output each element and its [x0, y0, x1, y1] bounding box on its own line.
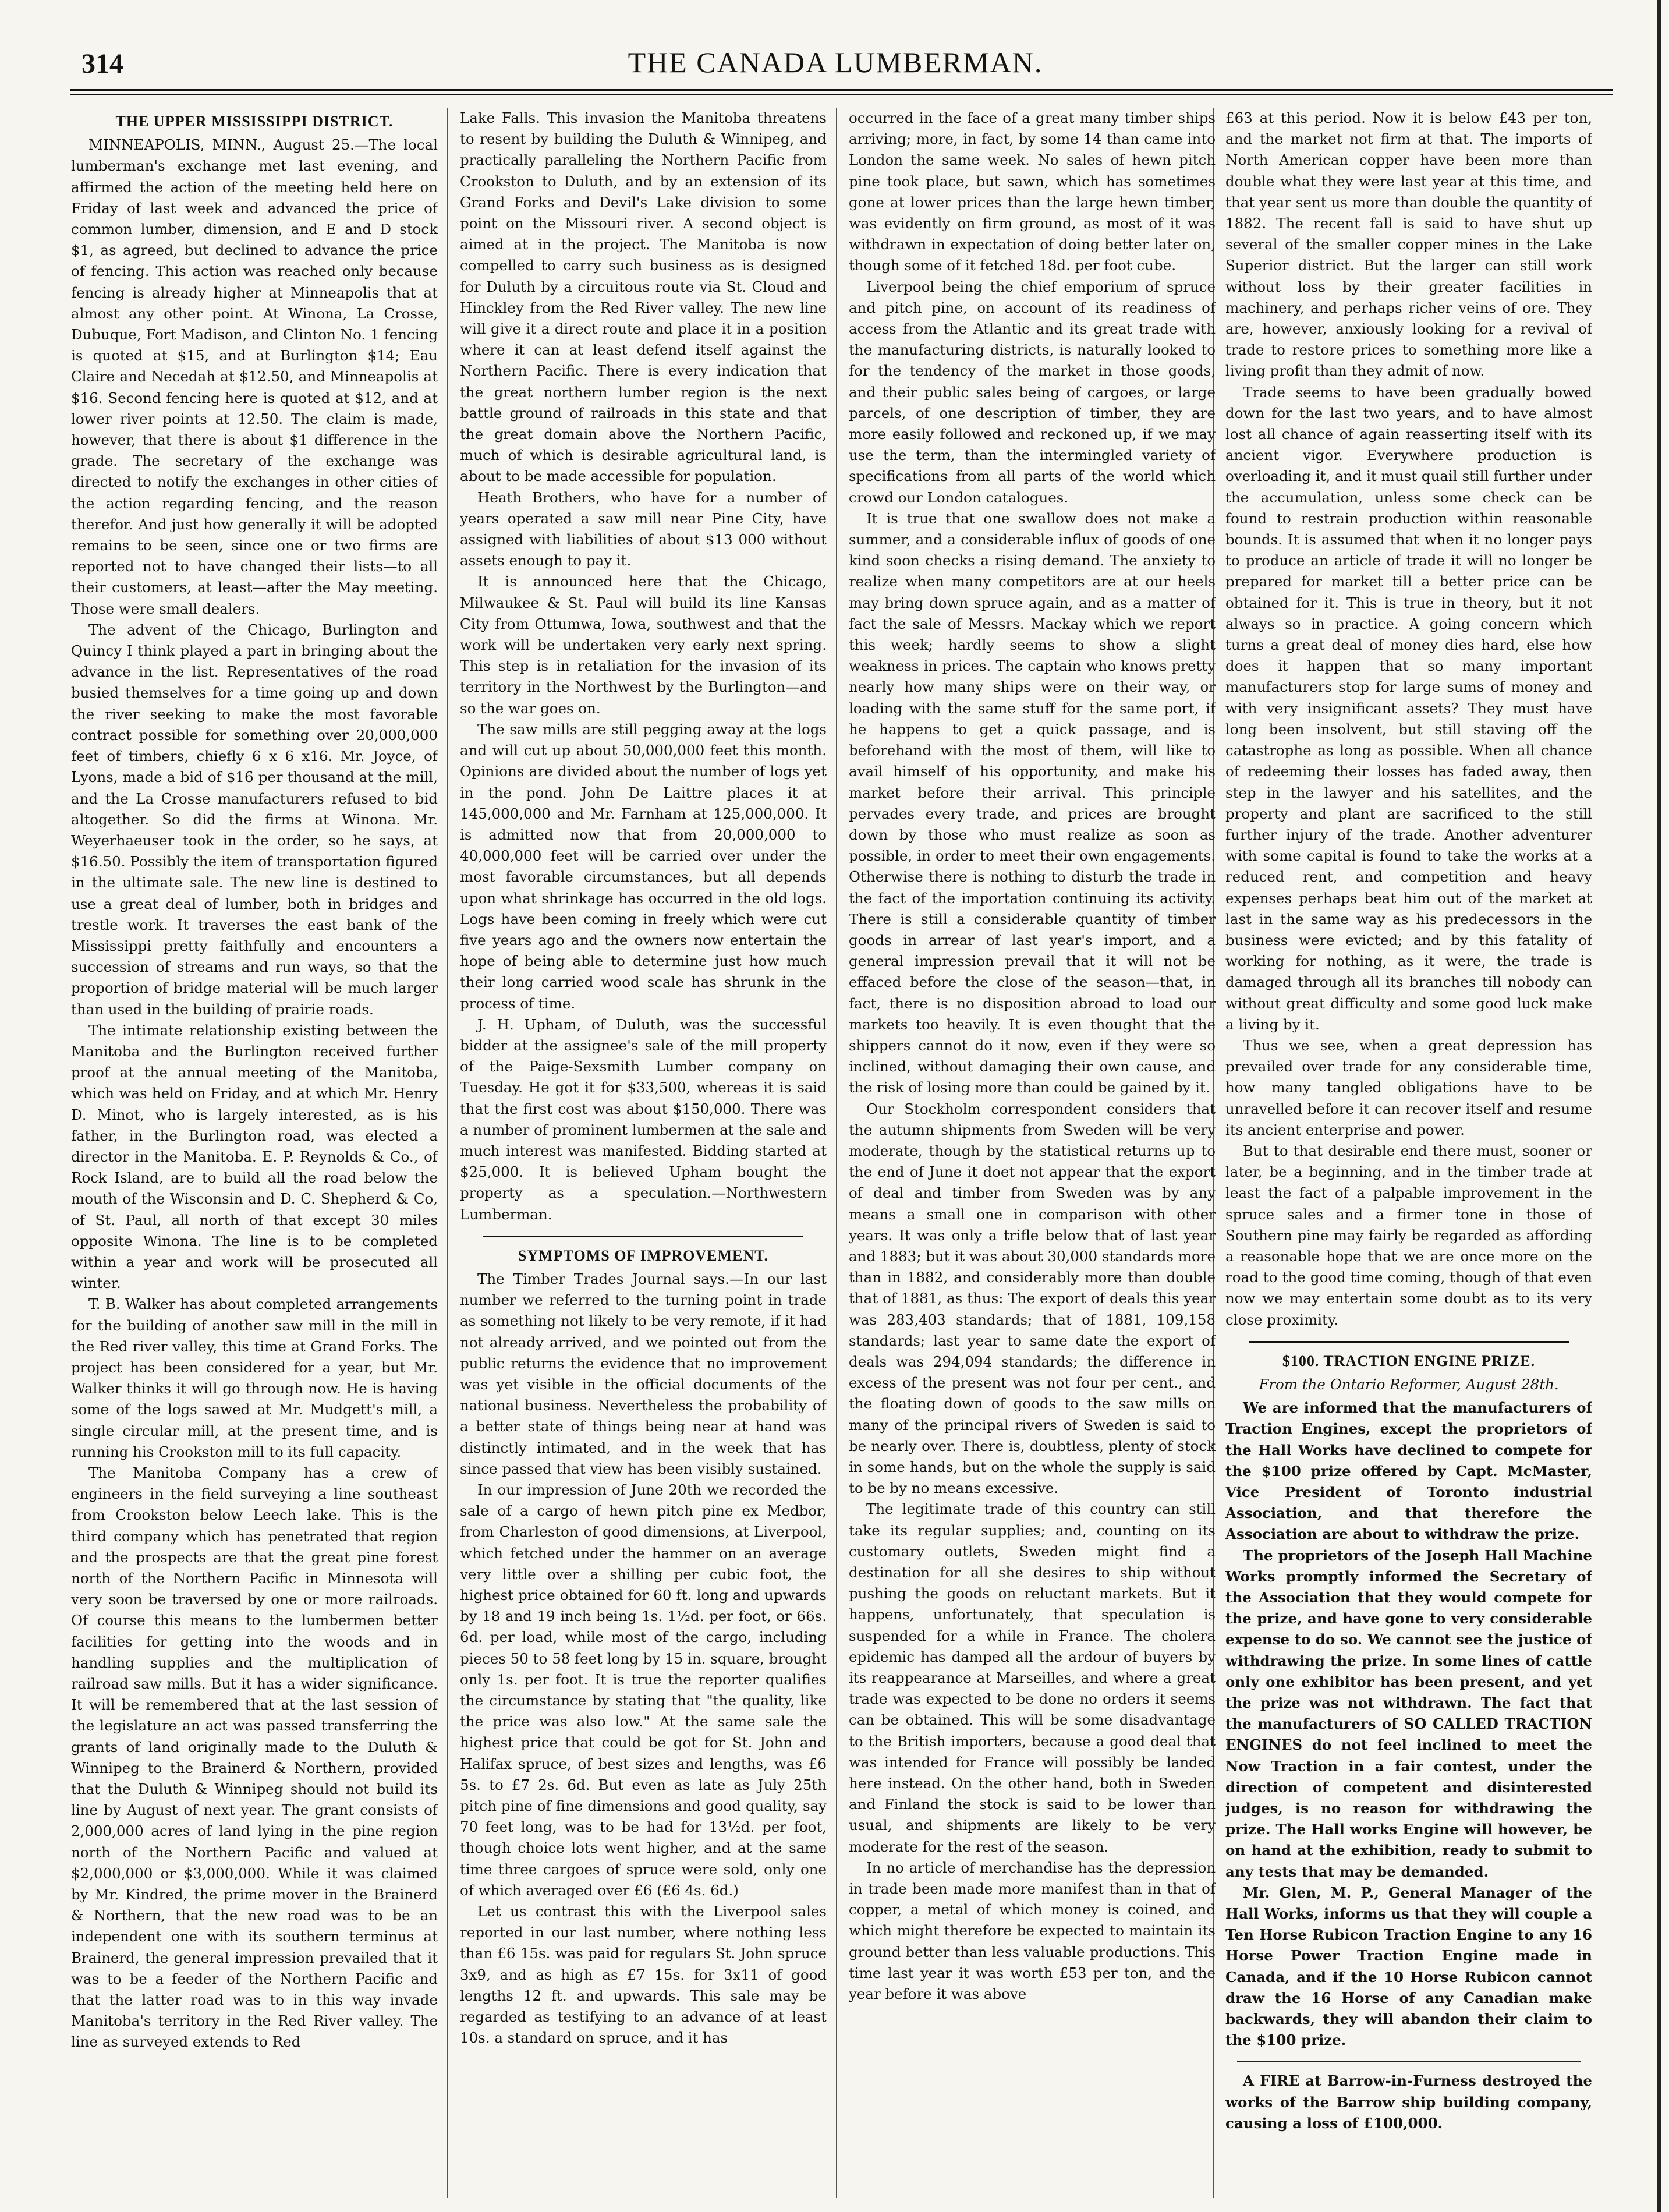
- article-paragraph: A FIRE at Barrow-in-Furness destroyed the works of the Barrow ship building company, causing a loss of £100,000.: [1225, 2072, 1592, 2132]
- article-paragraph: Trade seems to have been gradually bowed down for the last two years, and to have almost lost all chance of again reasserting itself with its ancient vigor. Everywhere production is overloading it, and it must quail still further under the accumulation, unless some check can be found to restrain production within reasonable bounds. It is assumed that when it no longer pays to produce an article of trade it will no longer be prepared for market till a better price can be obtained for it. This is true in theory, but it not always so in practice. A going concern which turns a great deal of money dies hard, else how does it happen that so many important manufacturers stop for large sums of money and with very insignificant assets? They must have long been insolvent, but still staving off the catastrophe as long as possible. When all chance of redeeming their losses has faded away, then step in the lawyer and his satellites, and the property and plant are sacrificed to the still further injury of the trade. Another adventurer with some capital is found to take the works at a reduced rent, and competition and heavy expenses perhaps beat him out of the market at last in the same way as his predecessors in the business were evicted; and by this fatality of working for nothing, as it were, the trade is damaged through all its branches till nobody can without great difficulty and some good luck make a living by it.: [1225, 383, 1592, 1033]
- article-paragraph: Liverpool being the chief emporium of spruce and pitch pine, on account of its readiness of access from the Atlantic and its great trade with the manufacturing districts, is naturally looked to for the tendency of the market in those goods, and their public sales being of cargoes, or large parcels, of one description of timber, they are more easily followed and reckoned up, if we may use the term, than the intermingled variety of specifications from all parts of the world which crowd our London catalogues.: [849, 278, 1216, 506]
- traction-article-body: [1225, 1397, 1592, 2051]
- article-paragraph: Mr. Glen, M. P., General Manager of the Hall Works, informs us that they will couple a Ten Horse Rubicon Traction Engine to any 16 Horse Power Traction Engine made in Canada, and if the 10 Horse Rubicon cannot draw the 16 Horse of any Canadian make backwards, they will abandon their claim to the $100 prize.: [1225, 1884, 1592, 2049]
- article-paragraph: The Timber Trades Journal says.—In our last number we referred to the turning point in trade as something not likely to be very remote, if it had not already arrived, and we pointed out from the public returns the evidence that no improvement was yet visible in the official documents of the national business. Nevertheless the probability of a better state of things being near at hand was distinctly intimated, and in the week that has since passed that view has been visibly sustained.: [460, 1270, 827, 1477]
- masthead: [70, 45, 1601, 83]
- article-paragraph: J. H. Upham, of Duluth, was the successful bidder at the assignee's sale of the mill property of the Paige-Sexsmith Lumber company on Tuesday. He got it for $33,500, whereas it is said that the first cost was about $150,000. There was a number of prominent lumbermen at the sale and much interest was manifested. Bidding started at $25,000. It is believed Upham bought the property as a speculation.—Northwestern Lumberman.: [460, 1015, 827, 1223]
- article-headline-traction-prize: $100. TRACTION ENGINE PRIZE.: [1282, 1352, 1536, 1369]
- article-headline-upper-mississippi: THE UPPER MISSISSIPPI DISTRICT.: [115, 113, 394, 130]
- article-paragraph: MINNEAPOLIS, MINN., August 25.—The local lumberman's exchange met last evening, and affirmed the action of the meeting held here on Friday of last week and advanced the price of common lumber, dimension, and E and D stock $1, as agreed, but declined to advance the price of fencing. This action was reached only because fencing is already higher at Minneapolis that at almost any other point. At Winona, La Crosse, Dubuque, Fort Madison, and Clinton No. 1 fencing is quoted at $15, and at Burlington $14; Eau Claire and Necedah at $12.50, and Minneapolis at $16. Second fencing here is quoted at $12, and at lower river points at 12.50. The claim is made, however, that there is about $1 difference in the grade. The secretary of the exchange was directed to notify the exchanges in other cities of the action regarding fencing, and the reason therefor. And just how generally it will be adopted remains to be seen, since one or two firms are reported not to have changed their lists—to all their customers, at least—after the May meeting. Those were small dealers.: [71, 136, 438, 617]
- article-paragraph: The saw mills are still pegging away at the logs and will cut up about 50,000,000 feet this month. Opinions are divided about the number of logs yet in the pond. John De Laittre places it at 145,000,000 and Mr. Farnham at 125,000,000. It is admitted now that from 20,000,000 to 40,000,000 feet will be carried over under the most favorable circumstances, but all depends upon what shrinkage has occurred in the old logs. Logs have been coming in freely which were cut five years ago and the owners now entertain the hope of being able to determine just how much their long carried wood scale has shrunk in the process of time.: [460, 720, 827, 1012]
- article-paragraph: T. B. Walker has about completed arrangements for the building of another saw mill in the mill in the Red river valley, this time at Grand Forks. The project has been considered for a year, but Mr. Walker thinks it will go through now. He is having some of the logs sawed at Mr. Mudgett's mill, a single circular mill, at the present time, and is running his Crookston mill to its full capacity.: [71, 1296, 438, 1460]
- article-paragraph: occurred in the face of a great many timber ships arriving; more, in fact, by some 14 than came into London the same week. No sales of hewn pitch pine took place, but sawn, which has sometimes gone at lower prices than the large hewn timber, was evidently on firm ground, as most of it was withdrawn in expectation of doing better later on, though some of it fetched 18d. per foot cube.: [849, 109, 1216, 274]
- masthead-rule: [70, 89, 1613, 91]
- article-paragraph: Lake Falls. This invasion the Manitoba threatens to resent by building the Duluth & Winnipeg, and practically paralleling the Northern Pacific from Crookston to Duluth, and by an extension of its Grand Forks and Devil's Lake division to some point on the Missouri river. A second object is aimed at in the project. The Manitoba is now compelled to carry such business as is designed for Duluth by a circuitous route via St. Cloud and Hinckley from the Red River valley. The new line will give it a direct route and place it in a position where it can at least defend itself against the Northern Pacific. There is every indication that the great northern lumber region is the next battle ground of railroads in this state and that the great domain above the Northern Pacific, much of which is desirable agricultural land, is about to be made accessible for population.: [460, 109, 827, 485]
- article-headline-symptoms: SYMPTOMS OF IMPROVEMENT.: [518, 1247, 769, 1264]
- article-paragraph: Our Stockholm correspondent considers that the autumn shipments from Sweden will be very moderate, though by the statistical returns up to the end of June it doet not appear that the export of deal and timber from Sweden was by any means a small one in comparison with other years. It was only a trifle below that of last year and 1883; but it was about 30,000 standards more than in 1882, and considerably more than double that of 1881, as thus: The export of deals this year was 283,403 standards; that of 1881, 109,158 standards; last year to same date the export of deals was 294,094 standards; the difference in excess of the present was not four per cent., and the floating down of goods to the saw mills on many of the principal rivers of Sweden is said to be nearly over. There is, doubtless, plenty of stock in some hands, but on the whole the supply is said to be by no means excessive.: [849, 1100, 1216, 1497]
- column-divider: [836, 108, 837, 2198]
- page-number: 314: [81, 48, 123, 79]
- article-paragraph: Thus we see, when a great depression has prevailed over trade for any considerable time, how many tangled obligations have to be unravelled before it can recover itself and resume its ancient enterprise and power.: [1225, 1036, 1592, 1138]
- article-paragraph: In our impression of June 20th we recorded the sale of a cargo of hewn pitch pine ex Medbor, from Charleston of good dimensions, at Liverpool, which fetched under the hammer on an average very little over a shilling per cubic foot, the highest price obtained for 60 ft. long and upwards by 18 and 19 inch being 1s. 1½d. per foot, or 66s. 6d. per load, while most of the cargo, including pieces 50 to 58 feet long by 15 in. square, brought only 1s. per foot. It is true the reporter qualifies the circumstance by stating that "the quality, like the price was also low." At the same sale the highest price that could be got for St. John and Halifax spruce, of best sizes and lengths, was £6 5s. to £7 2s. 6d. But even as late as July 25th pitch pine of fine dimensions and good quality, say 70 feet long, was to be had for 13½d. per foot, though choice lots went higher, and at the same time three cargoes of spruce were sold, only one of which averaged over £6 (£6 4s. 6d.): [460, 1481, 827, 1899]
- article-paragraph: £63 at this period. Now it is below £43 per ton, and the market not firm at that. The imports of North American copper have been more than double what they were last year at this time, and that year sent us more than double the quantity of 1882. The recent fall is said to have shut up several of the smaller copper mines in the Lake Superior district. But the larger can still work without loss by their greater facilities in machinery, and perhaps richer veins of ore. They are, however, anxiously looking for a revival of trade to restore prices to something more like a living profit than they admit of now.: [1225, 109, 1592, 380]
- column-2: [460, 108, 827, 2198]
- article-paragraph: The Manitoba Company has a crew of engineers in the field surveying a line southeast from Crookston below Leech lake. This is the third company which has penetrated that region and the prospects are that the great pine forest north of the Northern Pacific in Minnesota will very soon be traversed by one or more railroads. Of course this means to the lumbermen better facilities for getting into the woods and in handling supplies and the multiplication of railroad saw mills. But it has a wider significance. It will be remembered that at the last session of the legislature an act was passed transferring the grants of land originally made to the Duluth & Winnipeg to the Brainerd & Northern, provided that the Duluth & Winnipeg should not build its line by August of next year. The grant consists of 2,000,000 acres of land lying in the pine region north of the Northern Pacific and valued at $2,000,000 or $3,000,000. While it was claimed by Mr. Kindred, the prime mover in the Brainerd & Northern, that the new road was to be an independent one with its southern terminus at Brainerd, the general impression prevailed that it was to be a feeder of the Northern Pacific and that the latter road was to in this way invade Manitoba's territory in the Red River valley. The line as surveyed extends to Red: [71, 1464, 438, 2051]
- page-edge-shadow: [1657, 0, 1661, 2212]
- article-paragraph: The intimate relationship existing between the Manitoba and the Burlington received further proof at the annual meeting of the Manitoba, which was held on Friday, and at which Mr. Henry D. Minot, who is largely interested, as is his father, in the Burlington road, was elected a director in the Manitoba. E. P. Reynolds & Co., of Rock Island, are to build all the road below the mouth of the Wisconsin and D. C. Shepherd & Co, of St. Paul, all north of that except 30 miles opposite Winona. The line is to be completed within a year and work will be prosecuted all winter.: [71, 1021, 438, 1292]
- newspaper-title: THE CANADA LUMBERMAN.: [628, 46, 1043, 79]
- article-separator: [1249, 1341, 1569, 1343]
- article-paragraph: Heath Brothers, who have for a number of years operated a saw mill near Pine City, have assigned with liabilities of about $13 000 without assets enough to pay it.: [460, 489, 827, 569]
- article-paragraph: The proprietors of the Joseph Hall Machine Works promptly informed the Secretary of the Association that they would compete for the prize, and have gone to very considerable expense to do so. We cannot see the justice of withdrawing the prize. In some lines of cattle only one exhibitor has been present, and yet the prize was not withdrawn. The fact that the manufacturers of SO CALLED TRACTION ENGINES do not feel inclined to meet the Now Traction in a fair contest, under the direction of competent and disinterested judges, is no reason for withdrawing the prize. The Hall works Engine will however, be on hand at the exhibition, ready to submit to any tests that may be demanded.: [1225, 1546, 1592, 1880]
- article-paragraph: In no article of merchandise has the depression in trade been made more manifest than in that of copper, a metal of which money is coined, and which might therefore be expected to maintain its ground better than less valuable productions. This time last year it was worth £53 per ton, and the year before it was above: [849, 1859, 1216, 2003]
- fire-notice: [1225, 2071, 1592, 2134]
- column-4: [1225, 108, 1592, 2198]
- column-1: [71, 108, 438, 2198]
- article-paragraph: We are informed that the manufacturers of Traction Engines, except the proprietors of the Hall Works have declined to compete for the $100 prize offered by Capt. McMaster, Vice President of Toronto industrial Association, and that therefore the Association are about to withdraw the prize.: [1225, 1399, 1592, 1543]
- article-separator: [483, 1236, 803, 1237]
- article-source-line: From the Ontario Reformer, August 28th.: [1259, 1375, 1559, 1393]
- column-divider: [447, 108, 448, 2198]
- article-paragraph: The legitimate trade of this country can still take its regular supplies; and, counting on its customary outlets, Sweden might find a destination for all she desires to ship without pushing the goods on reluctant markets. But it happens, unfortunately, that speculation is suspended for a while in France. The cholera epidemic has damped all the ardour of buyers by its reappearance at Marseilles, and where a great trade was expected to be done no orders it seems can be obtained. This will be some disadvantage to the British importers, because a good deal that was intended for France will possibly be landed here instead. On the other hand, both in Sweden and Finland the stock is said to be lower than usual, and shipments are likely to be very moderate for the rest of the season.: [849, 1500, 1216, 1855]
- masthead-rule-thin: [70, 94, 1613, 95]
- article-paragraph: Let us contrast this with the Liverpool sales reported in our last number, where nothing less than £6 15s. was paid for regulars St. John spruce 3x9, and as high as £7 15s. for 3x11 of good lengths 12 ft. and upwards. This sale may be regarded as testifying to an advance of at least 10s. a standard on spruce, and it has: [460, 1903, 827, 2047]
- article-paragraph: It is announced here that the Chicago, Milwaukee & St. Paul will build its line Kansas City from Ottumwa, Iowa, southwest and that the work will be undertaken very early next spring. This step is in retaliation for the invasion of its territory in the Northwest by the Burlington—and so the war goes on.: [460, 573, 827, 717]
- article-paragraph: But to that desirable end there must, sooner or later, be a beginning, and in the timber trade at least the fact of a palpable improvement in the spruce sales and a firmer tone in those of Southern pine may fairly be regarded as affording a reasonable hope that we are once more on the road to the good time coming, though of that even now we may entertain some doubt as to its very close proximity.: [1225, 1142, 1592, 1328]
- column-3: [849, 108, 1216, 2198]
- article-paragraph: It is true that one swallow does not make a summer, and a considerable influx of goods of one kind soon checks a rising demand. The anxiety to realize when many competitors are at our heels may bring down spruce again, and as a matter of fact the sale of Messrs. Mackay which we report this week; hardly seems to show a slight weakness in prices. The captain who knows pretty nearly how many ships were on their way, or loading with the same stuff for the same port, if he happens to get a quick passage, and is beforehand with the most of them, will like to avail himself of his opportunity, and make his market before their arrival. This principle pervades every trade, and prices are brought down by those who must realize as soon as possible, in order to meet their own engagements. Otherwise there is nothing to disturb the trade in the fact of the importation continuing its activity. There is still a considerable quantity of timber goods in arrear of last year's import, and a general impression prevail that it will not be effaced before the close of the season—that, in fact, there is no disposition abroad to load our markets too heavily. It is even thought that the shippers cannot do it now, even if they were so inclined, without damaging their own cause, and the risk of losing more than could be gained by it.: [849, 509, 1216, 1096]
- article-paragraph: The advent of the Chicago, Burlington and Quincy I think played a part in bringing about the advance in the list. Representatives of the road busied themselves for a time going up and down the river seeking to make the most favorable contract possible for something over 20,000,000 feet of timbers, chiefly 6 x 6 x16. Mr. Joyce, of Lyons, made a bid of $16 per thousand at the mill, and the La Crosse manufacturers refused to bid altogether. So did the firms at Winona. Mr. Weyerhaeuser took in the order, so he says, at $16.50. Possibly the item of transportation figured in the ultimate sale. The new line is destined to use a great deal of lumber, both in bridges and trestle work. It traverses the east bank of the Mississippi pretty faithfully and encounters a succession of streams and run ways, so that the proportion of bridge material will be much larger than used in the building of prairie roads.: [71, 621, 438, 1018]
- article-separator: [1237, 2061, 1581, 2062]
